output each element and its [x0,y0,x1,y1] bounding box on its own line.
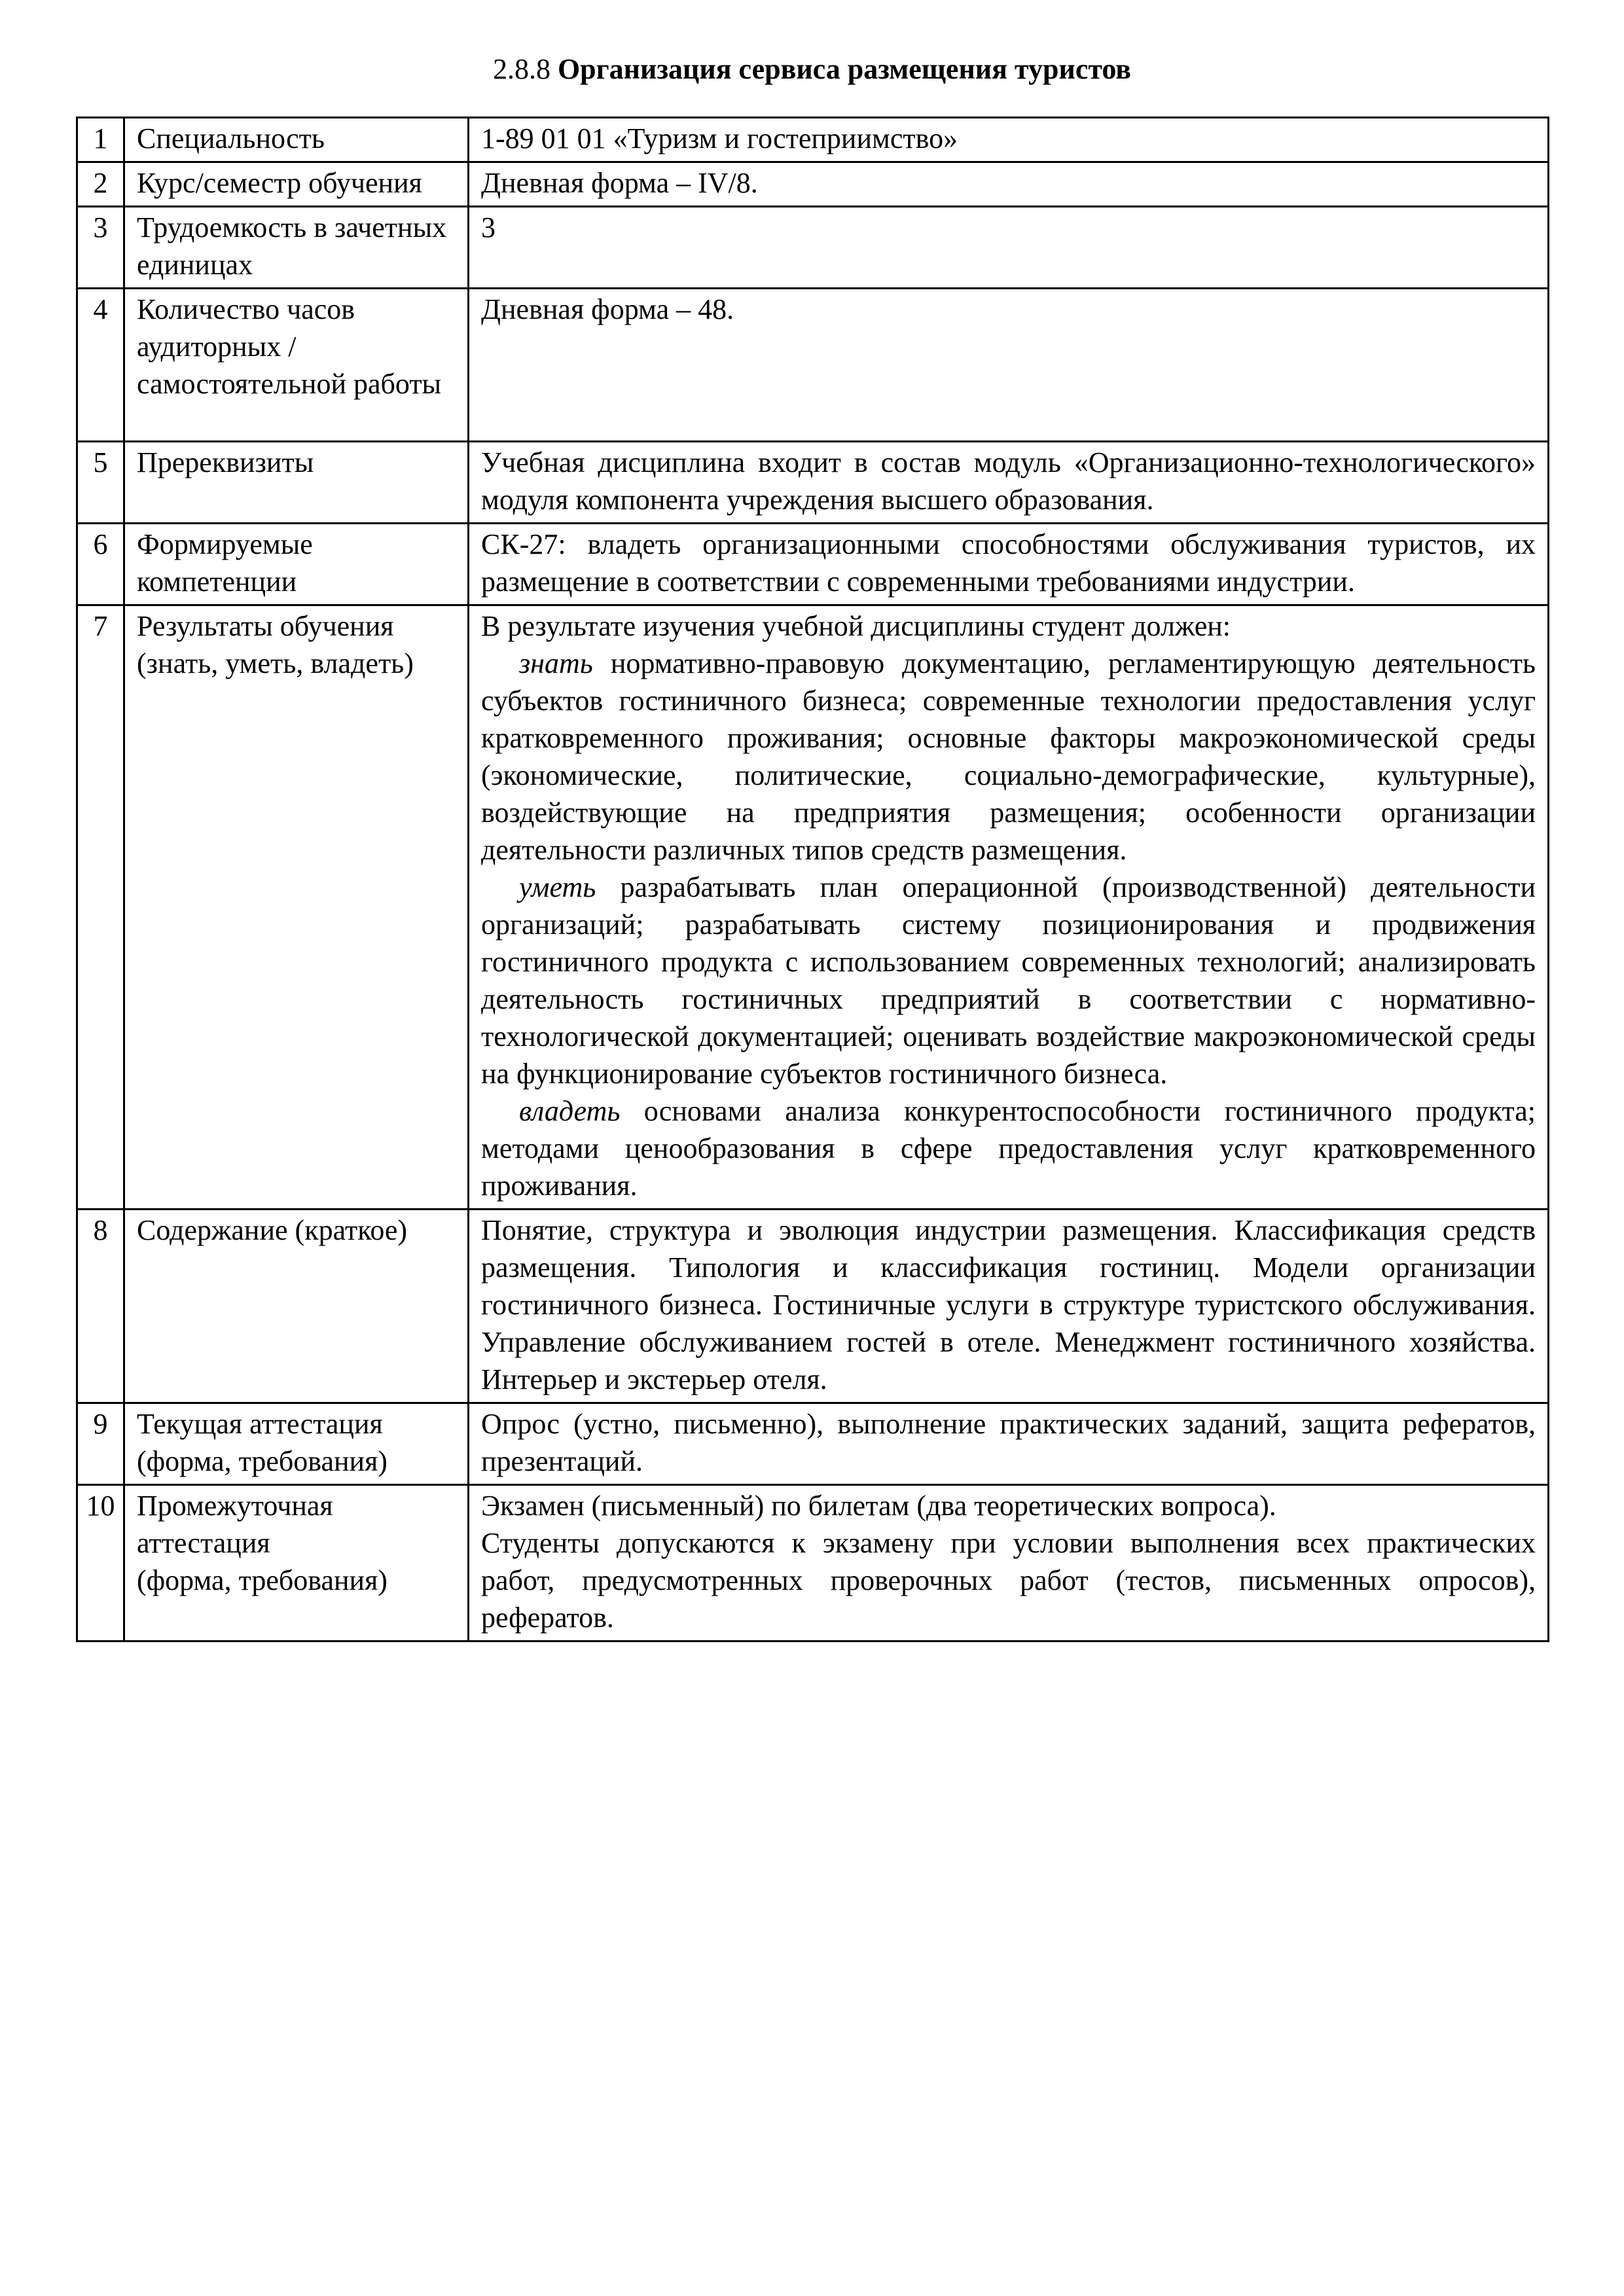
row-value: Опрос (устно, письменно), выполнение практических заданий, защита рефератов, презентаций. [469,1403,1549,1485]
row-value: СК-27: владеть организационными способностями обслуживания туристов, их размещение в соответствии с современными требованиями индустрии. [469,524,1549,605]
exam-admission: Студенты допускаются к экзамену при условии выполнения всех практических работ, предусмотренных проверочных работ (тестов, письменных опросов), рефератов. [481,1527,1536,1634]
outcome-know-text: нормативно-правовую документацию, регламентирующую деятельность субъектов гостиничного бизнеса; современные технологии предоставления услуг кратковременного проживания; основные факторы макроэкономической среды (экономические, политические, социально-демографические, культурные), воздействующие на предприятия размещения; особенности организации деятельности различных типов средств размещения. [481,647,1536,866]
table-row [77,605,1549,1210]
row-number: 6 [77,524,124,605]
exam-description: Экзамен (письменный) по билетам (два теоретических вопроса). [481,1490,1276,1522]
row-number: 2 [77,162,124,207]
table-row [77,1485,1549,1641]
table-row [77,524,1549,605]
row-value: 1-89 01 01 «Туризм и гостеприимство» [469,118,1549,162]
row-number: 10 [77,1485,124,1641]
row-label: Формируемые компетенции [124,524,469,605]
section-title: Организация сервиса размещения туристов [557,53,1132,85]
outcome-know [481,645,1536,869]
row-number: 4 [77,289,124,442]
row-number: 5 [77,442,124,524]
outcome-own [481,1092,1536,1204]
row-label-line: (форма, требования) [137,1564,388,1596]
table-row [77,442,1549,524]
row-value: Дневная форма – 48. [469,289,1549,442]
row-number: 1 [77,118,124,162]
row-label: Текущая аттестация (форма, требования) [124,1403,469,1485]
section-number: 2.8.8 [492,53,550,85]
table-row [77,289,1549,442]
outcome-know-term: знать [519,647,593,679]
row-value: Учебная дисциплина входит в состав модуль «Организационно-технологического» модуля компонента учреждения высшего образования. [469,442,1549,524]
row-value: 3 [469,207,1549,289]
row-label: Результаты обучения (знать, уметь, владеть) [124,605,469,1210]
outcome-own-term: владеть [519,1095,621,1127]
row-value: Дневная форма – IV/8. [469,162,1549,207]
row-label: Курс/семестр обучения [124,162,469,207]
table-row [77,162,1549,207]
row-label: Пререквизиты [124,442,469,524]
row-number: 9 [77,1403,124,1485]
outcome-own-text: основами анализа конкурентоспособности гостиничного продукта; методами ценообразования в сфере предоставления услуг кратковременного проживания. [481,1095,1536,1202]
course-info-table [76,117,1549,1642]
row-value: Понятие, структура и эволюция индустрии размещения. Классификация средств размещения. Типология и классификация гостиниц. Модели организации гостиничного бизнеса. Гостиничные услуги в структуре туристского обслуживания. Управление обслуживанием гостей в отеле. Менеджмент гостиничного хозяйства. Интерьер и экстерьер отеля. [469,1210,1549,1403]
row-number: 3 [77,207,124,289]
row-label: Содержание (краткое) [124,1210,469,1403]
row-label: Количество часов аудиторных / самостоятельной работы [124,289,469,442]
learning-outcomes-cell [469,605,1549,1210]
row-label [124,1485,469,1641]
row-number: 8 [77,1210,124,1403]
row-label-line: аттестация [137,1527,270,1559]
outcome-can-text: разрабатывать план операционной (производственной) деятельности организаций; разрабатывать систему позиционирования и продвижения гостиничного продукта с использованием современных технологий; анализировать деятельность гостиничных предприятий в соответствии с нормативно-технологической документацией; оценивать воздействие макроэкономической среды на функционирование субъектов гостиничного бизнеса. [481,871,1536,1090]
page-title [0,51,1624,88]
row-label-line: Промежуточная [137,1490,333,1522]
outcome-can-term: уметь [519,871,596,903]
table-row [77,207,1549,289]
row-number: 7 [77,605,124,1210]
outcomes-intro: В результате изучения учебной дисциплины студент должен: [481,610,1231,642]
row-label: Трудоемкость в зачетных единицах [124,207,469,289]
table-row [77,1210,1549,1403]
row-label: Специальность [124,118,469,162]
row-value [469,1485,1549,1641]
table-row [77,1403,1549,1485]
outcome-can [481,869,1536,1092]
table-row [77,118,1549,162]
